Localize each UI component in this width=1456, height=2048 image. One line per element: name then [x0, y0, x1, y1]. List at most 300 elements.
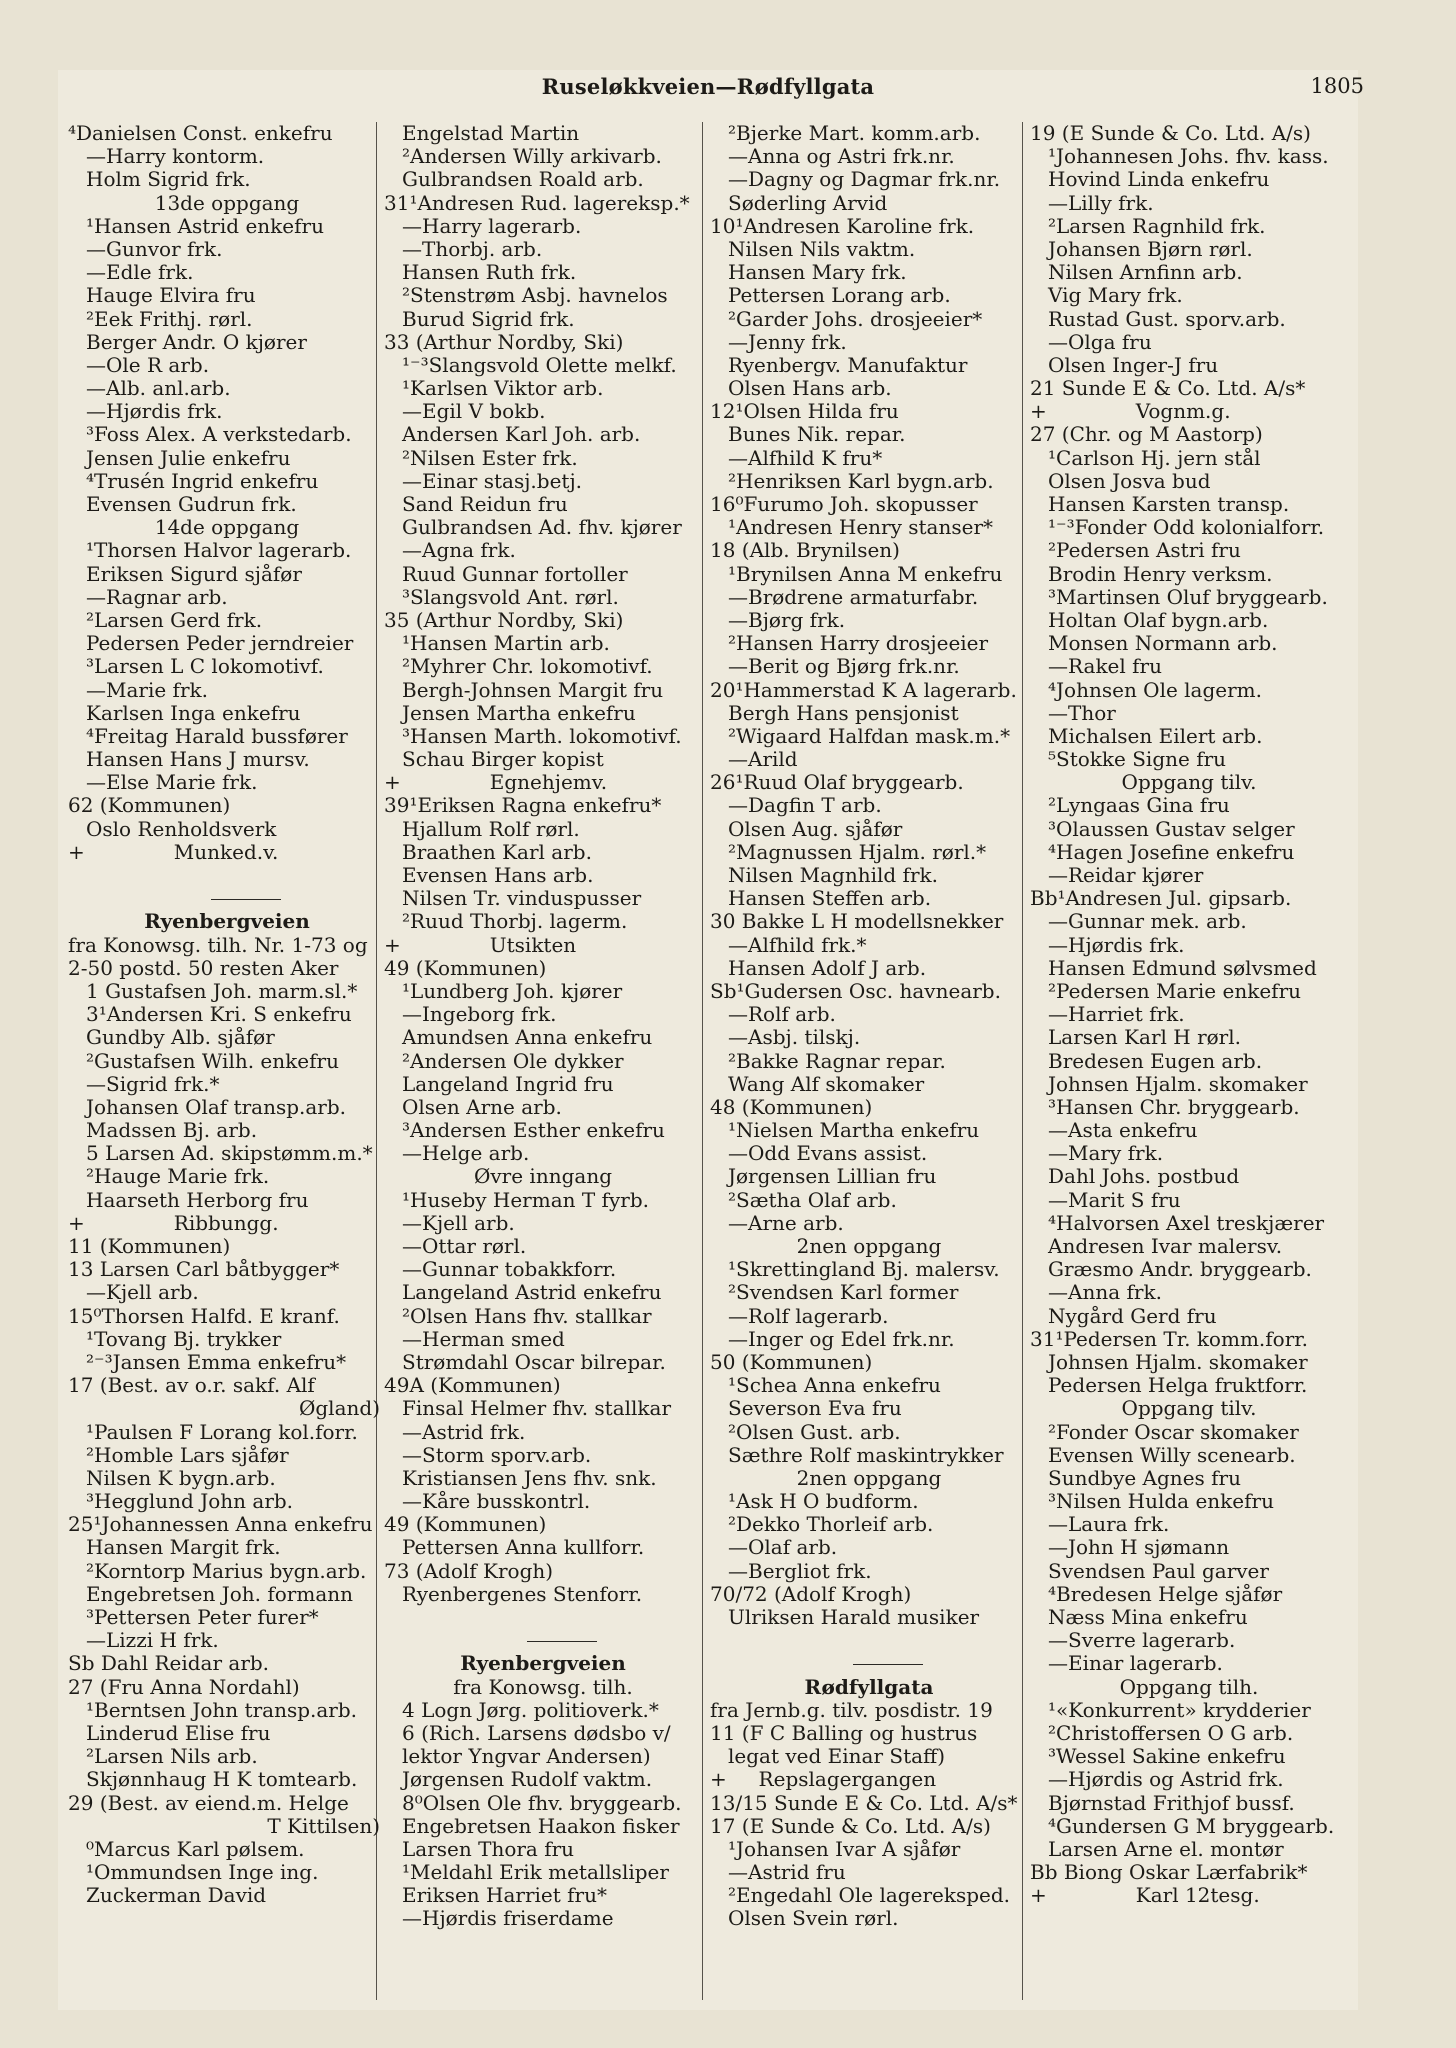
directory-entry: —Storm sporv.arb. — [402, 1442, 592, 1467]
directory-entry: Sb Dahl Reidar arb. — [68, 1651, 270, 1676]
directory-entry: ³Foss Alex. A verkstedarb. — [86, 422, 352, 447]
directory-entry: —Marie frk. — [86, 677, 208, 702]
directory-entry: —Lizzi H frk. — [86, 1628, 219, 1653]
directory-entry: —Herman smed — [402, 1326, 565, 1351]
directory-entry: ¹Hansen Martin arb. — [402, 631, 610, 656]
directory-entry: ²Stenstrøm Asbj. havnelos — [402, 283, 668, 308]
directory-entry: —Ole R arb. — [86, 352, 210, 377]
directory-entry: Sb¹Gudersen Osc. havnearb. — [710, 978, 1001, 1003]
directory-entry: —Ragnar arb. — [86, 584, 228, 609]
directory-entry: —Gunvor frk. — [86, 236, 223, 261]
directory-entry: Zuckerman David — [86, 1883, 267, 1908]
directory-entry: 18 (Alb. Brynilsen) — [710, 538, 900, 563]
directory-entry: ²Larsen Ragnhild frk. — [1048, 213, 1266, 238]
directory-entry — [68, 864, 386, 887]
directory-entry: 16⁰Furumo Joh. skopusser — [710, 492, 978, 516]
directory-entry: 5 Larsen Ad. skipstømm.m.* — [86, 1141, 373, 1166]
directory-entry: ³Larsen L C lokomotivf. — [86, 654, 324, 679]
directory-entry: 35 (Arthur Nordby, Ski) — [384, 607, 624, 632]
directory-entry: ²Hansen Harry drosjeeier — [728, 631, 989, 656]
directory-entry: —Edle frk. — [86, 260, 194, 285]
directory-entry: Nilsen K bygn.arb. — [86, 1465, 276, 1490]
cross-street: + Egnehjemv. — [384, 770, 608, 795]
directory-entry: Jørgensen Lillian fru — [728, 1164, 937, 1189]
directory-entry: —Astrid fru — [728, 1860, 846, 1885]
directory-entry: Hansen Hans J mursv. — [86, 747, 310, 772]
directory-entry: 13/15 Sunde E & Co. Ltd. A/s* — [710, 1790, 1018, 1815]
section-rule — [384, 1629, 702, 1652]
column-divider — [702, 122, 703, 2000]
entrance-label: 2nen oppgang — [796, 1234, 942, 1258]
directory-entry: —Alb. anl.arb. — [86, 376, 231, 401]
directory-entry: —Astrid frk. — [402, 1419, 526, 1444]
directory-entry: ⁴Gundersen G M bryggearb. — [1048, 1813, 1335, 1838]
section-rule — [68, 887, 386, 910]
directory-entry: ²Magnussen Hjalm. rørl.* — [728, 839, 987, 864]
directory-entry: —Asta enkefru — [1048, 1118, 1198, 1143]
directory-entry: ²Gustafsen Wilh. enkefru — [86, 1048, 339, 1073]
directory-entry: ¹Lundberg Joh. kjører — [402, 978, 623, 1003]
directory-entry: ³Wessel Sakine enkefru — [1048, 1744, 1286, 1769]
directory-entry: —Olga fru — [1048, 329, 1152, 354]
directory-entry: Pedersen Peder jerndreier — [86, 631, 354, 656]
directory-entry: 17 (E Sunde & Co. Ltd. A/s) — [710, 1813, 991, 1838]
directory-entry: —Rakel fru — [1048, 654, 1162, 679]
directory-entry: ²Nilsen Ester frk. — [402, 445, 578, 470]
directory-entry: fra Konowsg. tilh. Nr. 1-73 og — [68, 932, 368, 957]
directory-entry: ¹Tovang Bj. trykker — [86, 1326, 282, 1351]
directory-entry: Bergh Hans pensjonist — [728, 700, 959, 725]
directory-entry: —Rolf lagerarb. — [728, 1303, 889, 1328]
directory-page — [58, 70, 1364, 2010]
entrance-label: Oppgang tilv. — [1121, 770, 1257, 795]
directory-entry: ²Ruud Thorbj. lagerm. — [402, 909, 628, 934]
directory-entry: ²⁻³Jansen Emma enkefru* — [86, 1349, 347, 1374]
directory-entry: Evensen Gudrun frk. — [86, 492, 297, 516]
directory-entry: 27 (Fru Anna Nordahl) — [68, 1674, 300, 1699]
directory-entry: Evensen Hans arb. — [402, 863, 594, 887]
directory-entry: —Ottar rørl. — [402, 1234, 527, 1258]
directory-entry: 62 (Kommunen) — [68, 793, 231, 818]
directory-entry: —Inger og Edel frk.nr. — [728, 1326, 955, 1351]
directory-entry: ⁴Johnsen Ole lagerm. — [1048, 677, 1263, 702]
directory-entry: Ryenbergenes Stenforr. — [402, 1581, 643, 1606]
directory-entry: Pedersen Helga fruktforr. — [1048, 1373, 1308, 1398]
directory-entry: ²Engedahl Ole lagereksped. — [728, 1883, 1011, 1908]
directory-column-2 — [384, 122, 702, 1931]
directory-entry: 31¹Pedersen Tr. komm.forr. — [1030, 1326, 1308, 1351]
directory-entry: 3¹Andersen Kri. S enkefru — [86, 1002, 352, 1027]
directory-entry: 1 Gustafsen Joh. marm.sl.* — [86, 978, 358, 1003]
directory-entry: T Kittilsen) — [267, 1813, 380, 1838]
directory-entry: Berger Andr. O kjører — [86, 329, 307, 354]
directory-entry: —Laura frk. — [1048, 1512, 1170, 1537]
directory-entry: ²Pedersen Astri fru — [1048, 538, 1241, 563]
directory-entry: Olsen Josva bud — [1048, 468, 1211, 493]
directory-entry: —Kåre busskontrl. — [402, 1489, 591, 1514]
directory-entry: 8⁰Olsen Ole fhv. bryggearb. — [402, 1790, 682, 1815]
directory-entry: Kristiansen Jens fhv. snk. — [402, 1465, 657, 1490]
directory-entry: 15⁰Thorsen Halfd. E kranf. — [68, 1303, 340, 1328]
cross-street: + Vognm.g. — [1030, 399, 1231, 424]
directory-entry: Nilsen Nils vaktm. — [728, 236, 916, 261]
directory-column-4 — [1030, 122, 1348, 1907]
directory-entry: Engebretsen Joh. formann — [86, 1581, 354, 1606]
directory-entry: Johnsen Hjalm. skomaker — [1048, 1071, 1308, 1096]
directory-column-3 — [710, 122, 1028, 1931]
directory-entry: —Jenny frk. — [728, 329, 847, 354]
directory-entry: Skjønnhaug H K tomtearb. — [86, 1767, 358, 1792]
entrance-label: fra Konowsg. tilh. — [453, 1674, 633, 1699]
directory-entry: —Gunnar tobakkforr. — [402, 1257, 617, 1282]
street-heading: Rødfyllgata — [804, 1674, 934, 1699]
directory-entry: ²Bakke Ragnar repar. — [728, 1048, 946, 1073]
cross-street: + Karl 12tesg. — [1030, 1883, 1260, 1908]
directory-entry: Bergh-Johnsen Margit fru — [402, 677, 664, 702]
directory-entry: Holtan Olaf bygn.arb. — [1048, 607, 1269, 632]
directory-entry: —Einar stasj.betj. — [402, 468, 582, 493]
directory-entry: ⁴Bredesen Helge sjåfør — [1048, 1581, 1283, 1606]
directory-entry: Brodin Henry verksm. — [1048, 561, 1273, 586]
directory-entry: ³Pettersen Peter furer* — [86, 1605, 319, 1629]
directory-entry: ³Martinsen Oluf bryggearb. — [1048, 584, 1328, 609]
directory-entry: Græsmo Andr. bryggearb. — [1048, 1257, 1312, 1282]
directory-entry: Eriksen Sigurd sjåfør — [86, 561, 302, 586]
directory-entry: Jensen Martha enkefru — [402, 700, 636, 725]
cross-street: + Ribbungg. — [68, 1210, 279, 1235]
directory-entry: 49 (Kommunen) — [384, 1512, 547, 1537]
directory-entry: ¹Brynilsen Anna M enkefru — [728, 561, 1003, 586]
directory-entry: Hansen Karsten transp. — [1048, 492, 1290, 516]
entrance-label: 2nen oppgang — [796, 1465, 942, 1490]
directory-entry: Strømdahl Oscar bilrepar. — [402, 1349, 666, 1374]
directory-entry: Larsen Arne el. montør — [1048, 1836, 1284, 1861]
directory-entry: Haarseth Herborg fru — [86, 1187, 309, 1212]
street-heading: Ryenbergveien — [460, 1651, 626, 1676]
directory-entry: ¹Ask H O budform. — [728, 1489, 919, 1514]
directory-entry: Hjallum Rolf rørl. — [402, 816, 580, 841]
directory-entry: 49A (Kommunen) — [384, 1373, 561, 1398]
directory-entry: ¹Ommundsen Inge ing. — [86, 1860, 319, 1885]
directory-entry: lektor Yngvar Andersen) — [402, 1744, 651, 1769]
directory-entry: Madssen Bj. arb. — [86, 1118, 258, 1143]
directory-entry: ²Wigaard Halfdan mask.m.* — [728, 723, 1011, 748]
directory-entry: Severson Eva fru — [728, 1396, 902, 1421]
directory-entry: ²Hauge Marie frk. — [86, 1164, 270, 1189]
directory-entry: —Else Marie frk. — [86, 770, 258, 795]
directory-entry: 29 (Best. av eiend.m. Helge — [68, 1790, 349, 1815]
directory-entry: 33 (Arthur Nordby, Ski) — [384, 329, 624, 354]
directory-entry: Sæthre Rolf maskintrykker — [728, 1442, 1004, 1467]
directory-entry: —Lilly frk. — [1048, 190, 1154, 215]
directory-entry: 2-50 postd. 50 resten Aker — [68, 955, 339, 980]
directory-entry: —Sigrid frk.* — [86, 1071, 220, 1096]
directory-entry: ⁴Hagen Josefine enkefru — [1048, 839, 1295, 864]
directory-entry: 26¹Ruud Olaf bryggearb. — [710, 770, 964, 795]
directory-entry: Larsen Karl H rørl. — [1048, 1025, 1241, 1050]
directory-entry: Hansen Edmund sølvsmed — [1048, 955, 1317, 980]
directory-entry: Hansen Steffen arb. — [728, 886, 932, 911]
directory-entry: —Kjell arb. — [402, 1210, 515, 1235]
directory-entry: Olsen Inger-J fru — [1048, 352, 1219, 377]
directory-entry: ²Larsen Nils arb. — [86, 1744, 258, 1769]
directory-entry — [710, 1629, 1028, 1652]
directory-entry: ⁴Trusén Ingrid enkefru — [86, 468, 319, 493]
directory-entry: ³Nilsen Hulda enkefru — [1048, 1489, 1274, 1514]
entrance-label: 13de oppgang — [154, 190, 300, 215]
directory-entry: Linderud Elise fru — [86, 1720, 271, 1745]
directory-entry: Olsen Aug. sjåfør — [728, 816, 903, 841]
directory-entry: ¹Schea Anna enkefru — [728, 1373, 941, 1398]
directory-entry: Rustad Gust. sporv.arb. — [1048, 306, 1286, 331]
directory-entry: —Harriet frk. — [1048, 1002, 1185, 1027]
directory-entry: 13 Larsen Carl båtbygger* — [68, 1257, 340, 1282]
entrance-label: 14de oppgang — [154, 515, 300, 540]
directory-entry: ¹Johannesen Johs. fhv. kass. — [1048, 144, 1329, 169]
directory-entry: —Dagfin T arb. — [728, 793, 882, 818]
directory-entry: 49 (Kommunen) — [384, 955, 547, 980]
directory-entry: Olsen Svein rørl. — [728, 1906, 899, 1931]
directory-entry: Svendsen Paul garver — [1048, 1558, 1269, 1583]
directory-entry: ¹Meldahl Erik metallsliper — [402, 1860, 669, 1885]
directory-entry: —Helge arb. — [402, 1141, 530, 1166]
directory-entry: 10¹Andresen Karoline frk. — [710, 213, 975, 238]
directory-entry: —John H sjømann — [1048, 1535, 1230, 1560]
directory-entry: Andersen Karl Joh. arb. — [402, 422, 641, 447]
directory-entry: Pettersen Lorang arb. — [728, 283, 951, 308]
directory-entry: Dahl Johs. postbud — [1048, 1164, 1240, 1189]
directory-entry: Eriksen Harriet fru* — [402, 1883, 607, 1908]
directory-entry: Bb¹Andresen Jul. gipsarb. — [1030, 886, 1292, 911]
directory-entry: —Hjørdis og Astrid frk. — [1048, 1767, 1284, 1792]
directory-entry: Hansen Adolf J arb. — [728, 955, 927, 980]
directory-entry: Johansen Bjørn rørl. — [1048, 236, 1253, 261]
directory-entry: —Odd Evans assist. — [728, 1141, 928, 1166]
directory-entry: ²Homble Lars sjåfør — [86, 1442, 289, 1467]
directory-entry: fra Jernb.g. tilv. posdistr. 19 — [710, 1697, 993, 1722]
directory-entry: ¹Berntsen John transp.arb. — [86, 1697, 358, 1722]
directory-entry: 73 (Adolf Krogh) — [384, 1558, 554, 1583]
directory-entry: 39¹Eriksen Ragna enkefru* — [384, 793, 662, 818]
directory-entry: —Berit og Bjørg frk.nr. — [728, 654, 960, 679]
directory-entry: ¹Skrettingland Bj. malersv. — [728, 1257, 1000, 1282]
street-heading: Ryenbergveien — [144, 909, 310, 934]
directory-entry: Sand Reidun fru — [402, 492, 568, 516]
directory-entry: Hansen Ruth frk. — [402, 260, 577, 285]
directory-entry: ¹⁻³Fonder Odd kolonialforr. — [1048, 515, 1325, 540]
directory-entry: —Rolf arb. — [728, 1002, 836, 1027]
directory-entry: Schau Birger kopist — [402, 747, 604, 772]
page-number: 1805 — [1310, 74, 1364, 98]
directory-entry: ²Olsen Hans fhv. stallkar — [402, 1303, 652, 1328]
directory-entry: ²Pedersen Marie enkefru — [1048, 978, 1302, 1003]
directory-entry: Næss Mina enkefru — [1048, 1605, 1248, 1629]
directory-entry: —Bergliot frk. — [728, 1558, 872, 1583]
directory-entry: —Hjørdis frk. — [1048, 932, 1185, 957]
directory-entry: ¹⁻³Slangsvold Olette melkf. — [402, 352, 677, 377]
directory-entry: Langeland Ingrid fru — [402, 1071, 614, 1096]
cross-street: + Munked.v. — [68, 839, 279, 864]
directory-entry: ²Garder Johs. drosjeeier* — [728, 306, 983, 331]
directory-entry: —Marit S fru — [1048, 1187, 1181, 1212]
directory-entry: Pettersen Anna kullforr. — [402, 1535, 645, 1560]
directory-entry: —Brødrene armaturfabr. — [728, 584, 979, 609]
directory-entry: ¹Karlsen Viktor arb. — [402, 376, 604, 401]
directory-entry: ¹Carlson Hj. jern stål — [1048, 445, 1261, 470]
directory-entry: ²Henriksen Karl bygn.arb. — [728, 468, 994, 493]
directory-entry: Ryenbergv. Manufaktur — [728, 352, 968, 377]
directory-entry: —Harry kontorm. — [86, 144, 265, 169]
directory-entry: Johansen Olaf transp.arb. — [86, 1094, 347, 1119]
directory-entry: Sundbye Agnes fru — [1048, 1465, 1241, 1490]
directory-entry: ²Eek Frithj. rørl. — [86, 306, 253, 331]
directory-entry: ²Svendsen Karl former — [728, 1280, 959, 1305]
directory-entry: ⁴Danielsen Const. enkefru — [68, 121, 333, 145]
directory-column-1 — [68, 122, 386, 1907]
directory-entry: Gulbrandsen Roald arb. — [402, 167, 644, 192]
directory-entry: Michalsen Eilert arb. — [1048, 723, 1263, 748]
directory-entry: ⁴Halvorsen Axel treskjærer — [1048, 1210, 1325, 1235]
directory-entry: 6 (Rich. Larsens dødsbo v/ — [402, 1720, 671, 1745]
directory-entry: Finsal Helmer fhv. stallkar — [402, 1396, 672, 1421]
directory-entry: Wang Alf skomaker — [728, 1071, 925, 1096]
directory-entry: 19 (E Sunde & Co. Ltd. A/s) — [1030, 121, 1311, 145]
directory-entry: Olsen Arne arb. — [402, 1094, 562, 1119]
directory-entry: —Reidar kjører — [1048, 863, 1204, 887]
directory-entry: —Hjørdis friserdame — [402, 1906, 614, 1931]
directory-entry: ²Dekko Thorleif arb. — [728, 1512, 934, 1537]
directory-entry: 4 Logn Jørg. politioverk.* — [402, 1697, 659, 1722]
directory-entry: ³Olaussen Gustav selger — [1048, 816, 1295, 841]
directory-entry: ¹Andresen Henry stanser* — [728, 515, 994, 540]
directory-entry: 27 (Chr. og M Aastorp) — [1030, 422, 1263, 447]
directory-entry: ¹«Konkurrent» krydderier — [1048, 1697, 1311, 1722]
directory-entry: ¹Huseby Herman T fyrb. — [402, 1187, 649, 1212]
directory-entry: 21 Sunde E & Co. Ltd. A/s* — [1030, 376, 1306, 401]
directory-entry: —Einar lagerarb. — [1048, 1651, 1223, 1676]
directory-entry: 11 (Kommunen) — [68, 1234, 231, 1258]
directory-entry: ⁵Stokke Signe fru — [1048, 747, 1227, 772]
directory-entry: —Gunnar mek. arb. — [1048, 909, 1247, 934]
directory-entry: —Olaf arb. — [728, 1535, 838, 1560]
directory-entry: ⁴Freitag Harald bussfører — [86, 723, 348, 748]
directory-entry: Amundsen Anna enkefru — [402, 1025, 653, 1050]
cross-street: + Repslagergangen — [710, 1767, 937, 1792]
directory-entry: —Egil V bokb. — [402, 399, 546, 424]
directory-entry: ³Hansen Marth. lokomotivf. — [402, 723, 682, 748]
directory-entry: Hansen Mary frk. — [728, 260, 907, 285]
directory-entry: Engelstad Martin — [402, 121, 580, 145]
directory-entry: legat ved Einar Staff) — [728, 1744, 946, 1769]
directory-entry: —Alfhild K fru* — [728, 445, 883, 470]
directory-entry: ²Fonder Oscar skomaker — [1048, 1419, 1299, 1444]
directory-entry: Jørgensen Rudolf vaktm. — [402, 1767, 653, 1792]
directory-entry: 31¹Andresen Rud. lagereksp.* — [384, 190, 690, 215]
directory-entry: Karlsen Inga enkefru — [86, 700, 301, 725]
directory-entry: ²Larsen Gerd frk. — [86, 607, 263, 632]
directory-entry: Engebretsen Haakon fisker — [402, 1813, 680, 1838]
directory-entry: ⁰Marcus Karl pølsem. — [86, 1836, 305, 1861]
directory-entry: 20¹Hammerstad K A lagerarb. — [710, 677, 1017, 702]
directory-entry: Holm Sigrid frk. — [86, 167, 251, 192]
directory-entry: ³Hansen Chr. bryggearb. — [1048, 1094, 1300, 1119]
directory-entry: Evensen Willy scenearb. — [1048, 1442, 1296, 1467]
directory-entry: —Harry lagerarb. — [402, 213, 582, 238]
directory-entry: —Thorbj. arb. — [402, 236, 543, 261]
directory-entry: Nygård Gerd fru — [1048, 1303, 1217, 1328]
directory-entry: ²Myhrer Chr. lokomotivf. — [402, 654, 653, 679]
directory-entry: ¹Paulsen F Lorang kol.forr. — [86, 1419, 358, 1444]
directory-entry: —Sverre lagerarb. — [1048, 1628, 1236, 1653]
page-title: Ruseløkkveien—Rødfyllgata — [541, 74, 875, 99]
directory-entry: ²Korntorp Marius bygn.arb. — [86, 1558, 367, 1583]
page-header — [58, 74, 1364, 104]
directory-entry: ²Andersen Willy arkivarb. — [402, 144, 662, 169]
directory-entry: —Anna frk. — [1048, 1280, 1162, 1305]
directory-entry: Nilsen Magnhild frk. — [728, 863, 938, 887]
directory-entry: Gundby Alb. sjåfør — [86, 1025, 275, 1050]
directory-entry: Ruud Gunnar fortoller — [402, 561, 628, 586]
directory-entry: Monsen Normann arb. — [1048, 631, 1278, 656]
directory-entry: —Mary frk. — [1048, 1141, 1164, 1166]
directory-entry: ²Andersen Ole dykker — [402, 1048, 624, 1073]
directory-entry: Søderling Arvid — [728, 190, 888, 215]
directory-entry: Bunes Nik. repar. — [728, 422, 906, 447]
directory-entry: —Agna frk. — [402, 538, 516, 563]
directory-entry: ¹Nielsen Martha enkefru — [728, 1118, 980, 1143]
directory-entry: ²Olsen Gust. arb. — [728, 1419, 901, 1444]
directory-entry: Burud Sigrid frk. — [402, 306, 575, 331]
directory-entry: Gulbrandsen Ad. fhv. kjører — [402, 515, 682, 540]
directory-entry: Bb Biong Oskar Lærfabrik* — [1030, 1860, 1308, 1885]
directory-entry: Johnsen Hjalm. skomaker — [1048, 1349, 1308, 1374]
directory-entry: ³Slangsvold Ant. rørl. — [402, 584, 619, 609]
directory-entry: ³Andersen Esther enkefru — [402, 1118, 665, 1143]
directory-entry: Braathen Karl arb. — [402, 839, 592, 864]
directory-entry: Larsen Thora fru — [402, 1836, 575, 1861]
directory-entry: ²Sætha Olaf arb. — [728, 1187, 897, 1212]
section-rule — [710, 1652, 1028, 1675]
entrance-label: Oppgang tilh. — [1119, 1674, 1259, 1699]
entrance-label: Øvre inngang — [473, 1164, 613, 1189]
directory-entry: Nilsen Tr. vinduspusser — [402, 886, 642, 911]
directory-entry: Jensen Julie enkefru — [86, 445, 291, 470]
directory-entry: ¹Thorsen Halvor lagerarb. — [86, 538, 352, 563]
directory-entry: Nilsen Arnfinn arb. — [1048, 260, 1243, 285]
directory-entry: 30 Bakke L H modellsnekker — [710, 909, 1004, 934]
directory-entry: Vig Mary frk. — [1048, 283, 1183, 308]
directory-entry: Hovind Linda enkefru — [1048, 167, 1270, 192]
directory-entry: —Dagny og Dagmar frk.nr. — [728, 167, 1001, 192]
cross-street: + Utsikten — [384, 932, 577, 957]
directory-entry: Bredesen Eugen arb. — [1048, 1048, 1263, 1073]
entrance-label: Oppgang tilv. — [1121, 1396, 1257, 1421]
directory-entry: 70/72 (Adolf Krogh) — [710, 1581, 912, 1606]
directory-entry: —Bjørg frk. — [728, 607, 846, 632]
directory-entry: —Arild — [728, 747, 798, 772]
directory-entry: Øgland) — [298, 1396, 380, 1421]
directory-entry: Oslo Renholdsverk — [86, 816, 277, 841]
directory-entry: —Asbj. tilskj. — [728, 1025, 861, 1050]
directory-entry: 17 (Best. av o.r. sakf. Alf — [68, 1373, 315, 1398]
directory-entry: Langeland Astrid enkefru — [402, 1280, 662, 1305]
directory-entry: Ulriksen Harald musiker — [728, 1605, 980, 1629]
directory-entry: Bjørnstad Frithjof bussf. — [1048, 1790, 1295, 1815]
directory-entry: —Arne arb. — [728, 1210, 844, 1235]
directory-entry: ¹Johansen Ivar A sjåfør — [728, 1836, 961, 1861]
directory-entry: ³Hegglund John arb. — [86, 1489, 294, 1514]
directory-entry: Andresen Ivar malersv. — [1048, 1234, 1283, 1258]
